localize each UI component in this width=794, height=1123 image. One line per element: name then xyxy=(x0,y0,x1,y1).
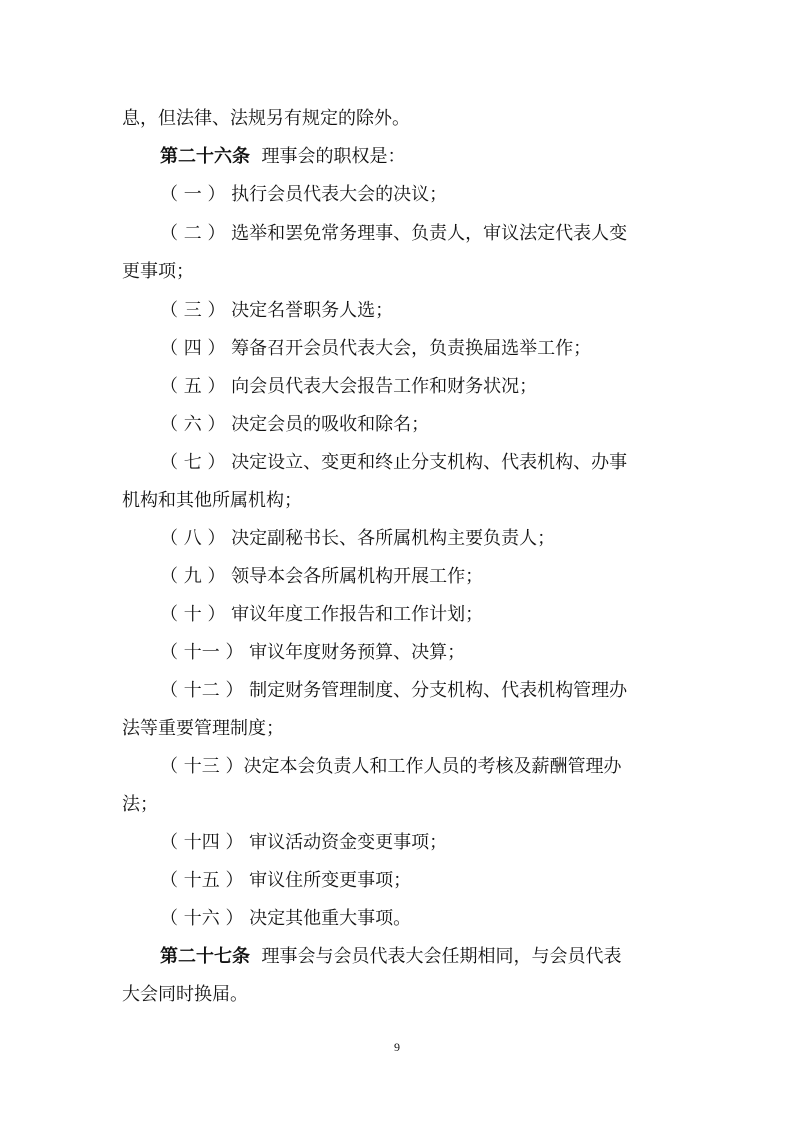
item-11: （ 十一 ） 审议年度财务预算、决算； xyxy=(160,642,466,663)
item-12-continued: 法等重要管理制度； xyxy=(122,718,284,739)
article-26-line xyxy=(160,145,405,169)
item-2: （ 二 ） 选举和罢免常务理事、负责人，审议法定代表人变 xyxy=(160,223,628,244)
item-16: （ 十六 ） 决定其他重大事项。 xyxy=(160,908,412,929)
article-27-continued: 大会同时换届。 xyxy=(122,984,248,1005)
item-1: （ 一 ） 执行会员代表大会的决议； xyxy=(160,184,448,205)
item-13-continued: 法； xyxy=(122,794,158,815)
item-13: （ 十三 ）决定本会负责人和工作人员的考核及薪酬管理办 xyxy=(160,756,622,777)
item-3: （ 三 ） 决定名誉职务人选； xyxy=(160,300,394,321)
item-12: （ 十二 ） 制定财务管理制度、分支机构、代表机构管理办 xyxy=(160,680,628,701)
item-15: （ 十五 ） 审议住所变更事项； xyxy=(160,870,412,891)
item-14: （ 十四 ） 审议活动资金变更事项； xyxy=(160,832,448,853)
item-10: （ 十 ） 审议年度工作报告和工作计划； xyxy=(160,604,484,625)
page-number: 9 xyxy=(394,1040,400,1054)
article-27-text: 理事会与会员代表大会任期相同，与会员代表 xyxy=(250,946,622,967)
item-8: （ 八 ） 决定副秘书长、各所属机构主要负责人； xyxy=(160,528,556,549)
article-26-text: 理事会的职权是： xyxy=(250,146,406,167)
article-27-line xyxy=(160,945,621,969)
item-7-continued: 机构和其他所属机构； xyxy=(122,490,302,511)
item-7: （ 七 ） 决定设立、变更和终止分支机构、代表机构、办事 xyxy=(160,452,628,473)
article-26-heading: 第二十六条 xyxy=(160,146,250,167)
text-line: 息，但法律、法规另有规定的除外。 xyxy=(122,108,410,129)
item-5: （ 五 ） 向会员代表大会报告工作和财务状况； xyxy=(160,376,538,397)
item-9: （ 九 ） 领导本会各所属机构开展工作； xyxy=(160,566,484,587)
article-27-heading: 第二十七条 xyxy=(160,946,250,967)
item-2-continued: 更事项； xyxy=(122,261,194,282)
item-4: （ 四 ） 筹备召开会员代表大会，负责换届选举工作； xyxy=(160,338,592,359)
item-6: （ 六 ） 决定会员的吸收和除名； xyxy=(160,414,430,435)
